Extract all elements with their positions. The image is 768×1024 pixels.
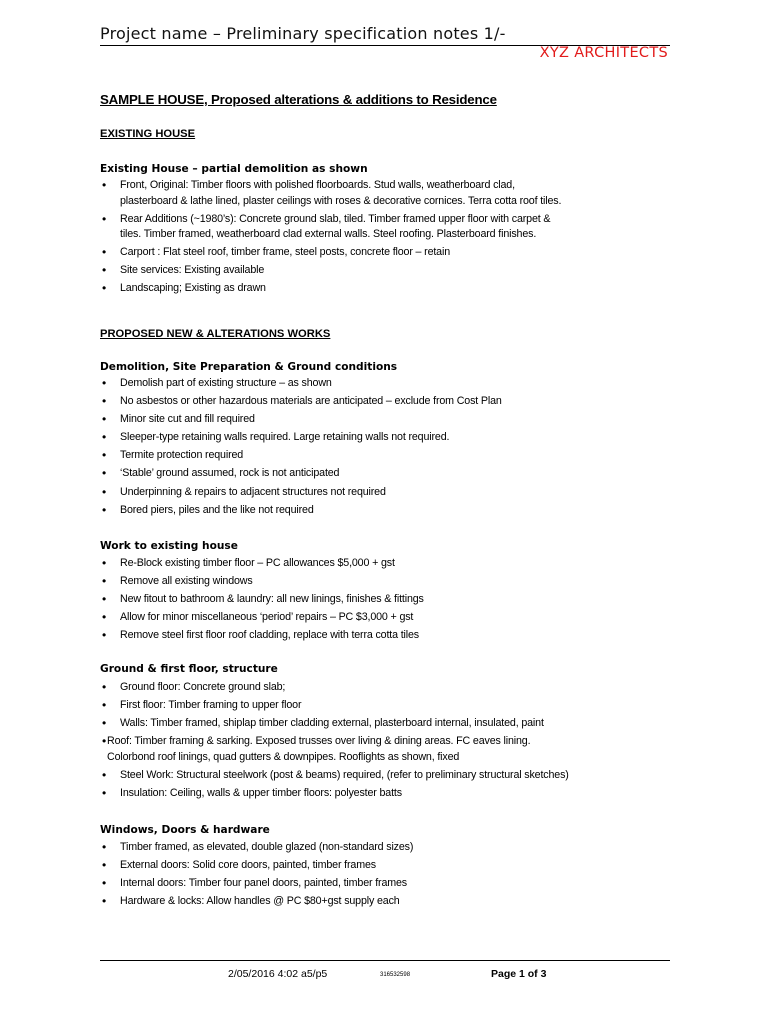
list-item-text: • Minor site cut and fill required (120, 413, 255, 426)
list-item (100, 574, 620, 590)
section-heading-existing: EXISTING HOUSE (100, 128, 196, 140)
list-item-text: • Site services: Existing available (120, 264, 265, 277)
subheading-windows-doors: Windows, Doors & hardware (100, 824, 270, 836)
list-item-text: • Allow for minor miscellaneous ‘period’ repairs – PC $3,000 + gst (120, 611, 414, 624)
list-item-text: • Roof: Timber framing & sarking. Exposed trusses over living & dining areas. FC eaves lining. (107, 735, 531, 748)
list-item-text: • Sleeper-type retaining walls required. Large retaining walls not required. (120, 431, 450, 444)
list-item (100, 610, 620, 626)
list-item-text: • Steel Work: Structural steelwork (post & beams) required, (refer to preliminary structural sketches) (120, 768, 569, 781)
list-item-text: • Internal doors: Timber four panel doors, painted, timber frames (120, 877, 407, 890)
list-item (100, 503, 620, 519)
list-item-text: • Remove steel first floor roof cladding, replace with terra cotta tiles (120, 629, 419, 642)
list-item (100, 858, 620, 874)
list-item-text: • Timber framed, as elevated, double glazed (non-standard sizes) (120, 841, 414, 853)
list-item (100, 628, 620, 644)
section-heading-proposed: PROPOSED NEW & ALTERATIONS WORKS (100, 328, 331, 340)
list-item (100, 281, 620, 297)
list-item-text: tiles. Timber framed, weatherboard clad external walls. Steel roofing. Plasterboard finishes. (120, 228, 537, 241)
list-structure (100, 680, 620, 804)
list-item (100, 768, 620, 784)
list-item-text: • ‘Stable’ ground assumed, rock is not anticipated (120, 467, 340, 480)
list-item (100, 394, 620, 410)
list-item-text: • Insulation: Ceiling, walls & upper timber floors: polyester batts (120, 786, 402, 799)
list-item (100, 448, 620, 464)
list-item-text: • Re-Block existing timber floor – PC allowances $5,000 + gst (120, 557, 395, 569)
subheading-work-existing: Work to existing house (100, 540, 238, 552)
list-item (100, 245, 620, 261)
list-item-text: • Bored piers, piles and the like not required (120, 503, 314, 516)
list-item (100, 680, 620, 696)
list-item-text: • Underpinning & repairs to adjacent structures not required (120, 485, 386, 498)
list-windows-doors (100, 840, 620, 912)
list-item (100, 716, 620, 732)
footer-page-number: Page 1 of 3 (491, 968, 547, 980)
list-item (100, 376, 620, 392)
list-item (100, 840, 620, 856)
list-item (100, 263, 620, 279)
list-item (100, 466, 620, 482)
page-header-title: Project name – Preliminary specification notes 1/- (100, 24, 506, 43)
list-item (100, 698, 620, 714)
list-item-text: • New fitout to bathroom & laundry: all new linings, finishes & fittings (120, 593, 424, 606)
list-item-text: • Walls: Timber framed, shiplap timber cladding external, plasterboard internal, insulated, paint (120, 717, 544, 730)
subheading-existing-house: Existing House – partial demolition as shown (100, 163, 368, 175)
list-item (100, 212, 620, 243)
list-item-text: • Ground floor: Concrete ground slab; (120, 681, 286, 693)
list-item-text: • Demolish part of existing structure – as shown (120, 377, 332, 389)
footer-rule (100, 960, 670, 961)
list-item (100, 786, 620, 802)
footer-date: 2/05/2016 4:02 a5/p5 (228, 968, 328, 980)
footer-document-code: 316532598 (380, 972, 411, 978)
list-item (100, 592, 620, 608)
list-item-text: • Front, Original: Timber floors with polished floorboards. Stud walls, weatherboard clad, (120, 179, 515, 191)
subheading-demolition: Demolition, Site Preparation & Ground conditions (100, 361, 398, 373)
list-work-existing (100, 556, 620, 646)
subheading-structure: Ground & first floor, structure (100, 663, 278, 675)
list-item (100, 556, 620, 572)
list-item (100, 894, 620, 910)
list-item-text: • External doors: Solid core doors, painted, timber frames (120, 859, 376, 872)
list-item (100, 734, 620, 765)
list-item (100, 485, 620, 501)
list-item (100, 876, 620, 892)
firm-name: XYZ ARCHITECTS (539, 45, 668, 61)
list-item (100, 430, 620, 446)
list-item-text: • Remove all existing windows (120, 575, 253, 588)
list-item-text: • Hardware & locks: Allow handles @ PC $80+gst supply each (120, 895, 400, 908)
list-item-text: • First floor: Timber framing to upper floor (120, 699, 302, 712)
list-demolition (100, 376, 620, 521)
list-item-text: • Landscaping; Existing as drawn (120, 282, 266, 295)
list-item-text: plasterboard & lathe lined, plaster ceilings with roses & decorative cornices. Terra cotta roof tiles. (120, 194, 562, 207)
list-item-text: • Rear Additions (~1980’s): Concrete ground slab, tiled. Timber framed upper floor with carpet & (120, 212, 551, 225)
list-existing (100, 178, 620, 299)
list-item-text: • Termite protection required (120, 449, 244, 462)
list-item-text: • No asbestos or other hazardous materials are anticipated – exclude from Cost Plan (120, 395, 502, 408)
list-item-text: • Carport : Flat steel roof, timber frame, steel posts, concrete floor – retain (120, 246, 450, 259)
list-item (100, 178, 620, 209)
list-item-text: Colorbond roof linings, quad gutters & downpipes. Rooflights as shown, fixed (107, 750, 460, 763)
list-item (100, 412, 620, 428)
document-title: SAMPLE HOUSE, Proposed alterations & additions to Residence (100, 92, 497, 107)
